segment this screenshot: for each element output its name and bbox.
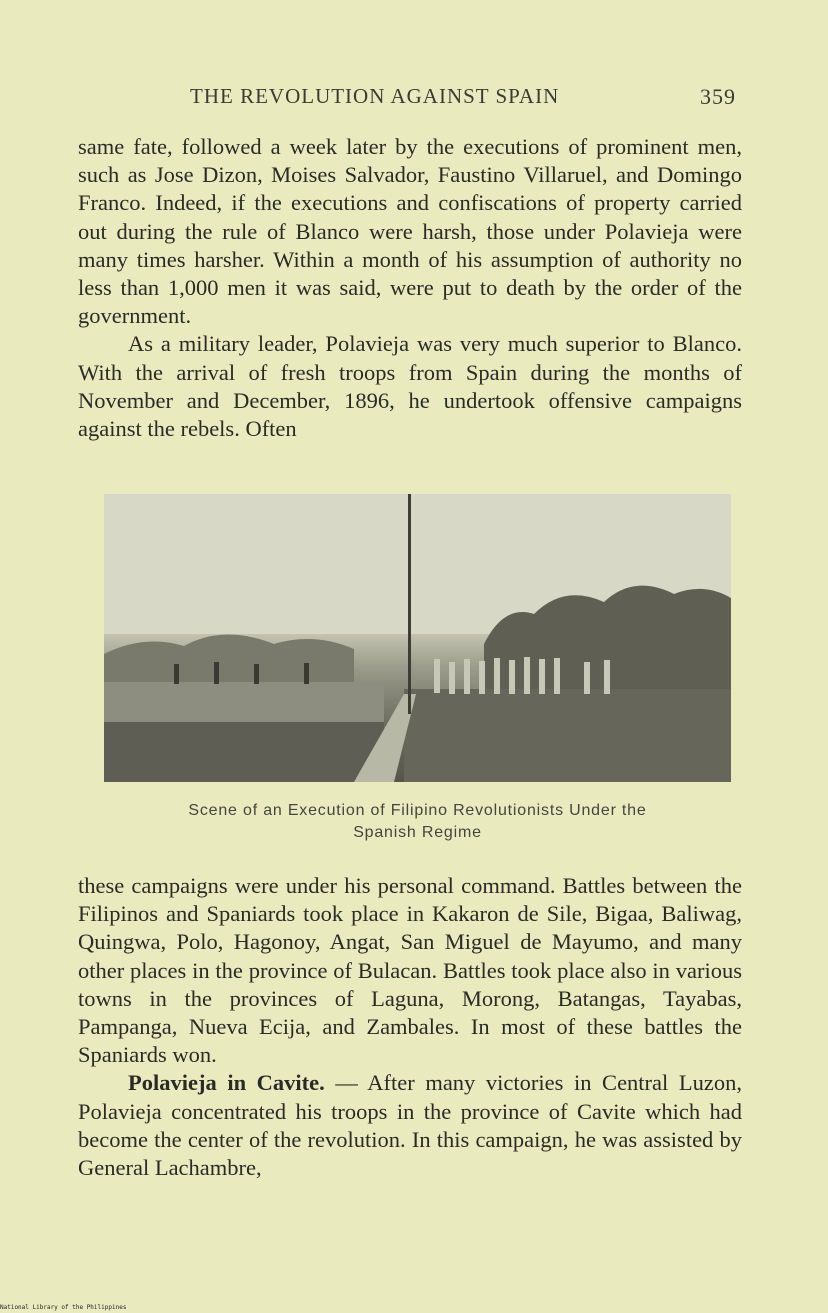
execution-photograph (104, 494, 731, 782)
paragraph: same fate, followed a week later by the executions of prominent men, such as Jose Dizon, Moises Salvador, Faustino Villaruel, and Domingo Franco. Indeed, if the executions and confiscations of property carried out during the rule of Blanco were harsh, those under Polavieja were many times harsher. Within a month of his assumption of authority no less than 1,000 men it was said, were put to death by the order of the government. (78, 134, 742, 329)
text-block-top (78, 133, 742, 443)
page-number: 359 (700, 84, 736, 109)
paragraph: these campaigns were under his personal command. Battles between the Filipinos and Spaniards took place in Kakaron de Sile, Bigaa, Baliwag, Quingwa, Polo, Hagonoy, Angat, San Miguel de Mayumo, and many other places in the province of Bulacan. Battles took place also in various towns in the provinces of Laguna, Morong, Batangas, Tayabas, Pampanga, Nueva Ecija, and Zambales. In most of these battles the Spaniards won. (78, 873, 742, 1068)
section-heading: Polavieja in Cavite. (128, 1070, 325, 1096)
running-header (190, 84, 750, 118)
figure-caption (104, 800, 731, 844)
library-footer: National Library of the Philippines (0, 1304, 127, 1311)
em-dash: — (324, 1070, 368, 1096)
section-paragraph (78, 1069, 742, 1182)
caption-line: Scene of an Execution of Filipino Revolutionists Under the (188, 802, 647, 819)
paragraph: As a military leader, Polavieja was very much superior to Blanco. With the arrival of fresh troops from Spain during the months of November and December, 1896, he undertook offensive campaigns against the rebels. Often (78, 331, 742, 442)
text-block-bottom (78, 872, 742, 1182)
running-title: THE REVOLUTION AGAINST SPAIN (190, 84, 560, 108)
caption-line: Spanish Regime (353, 824, 482, 841)
photo-illustration (104, 494, 731, 782)
paragraph-text: After many victories in Central Luzon, Polavieja concentrated his troops in the province of Cavite which had become the center of the revolution. In this campaign, he was assisted by General Lachambre, (78, 1070, 742, 1181)
